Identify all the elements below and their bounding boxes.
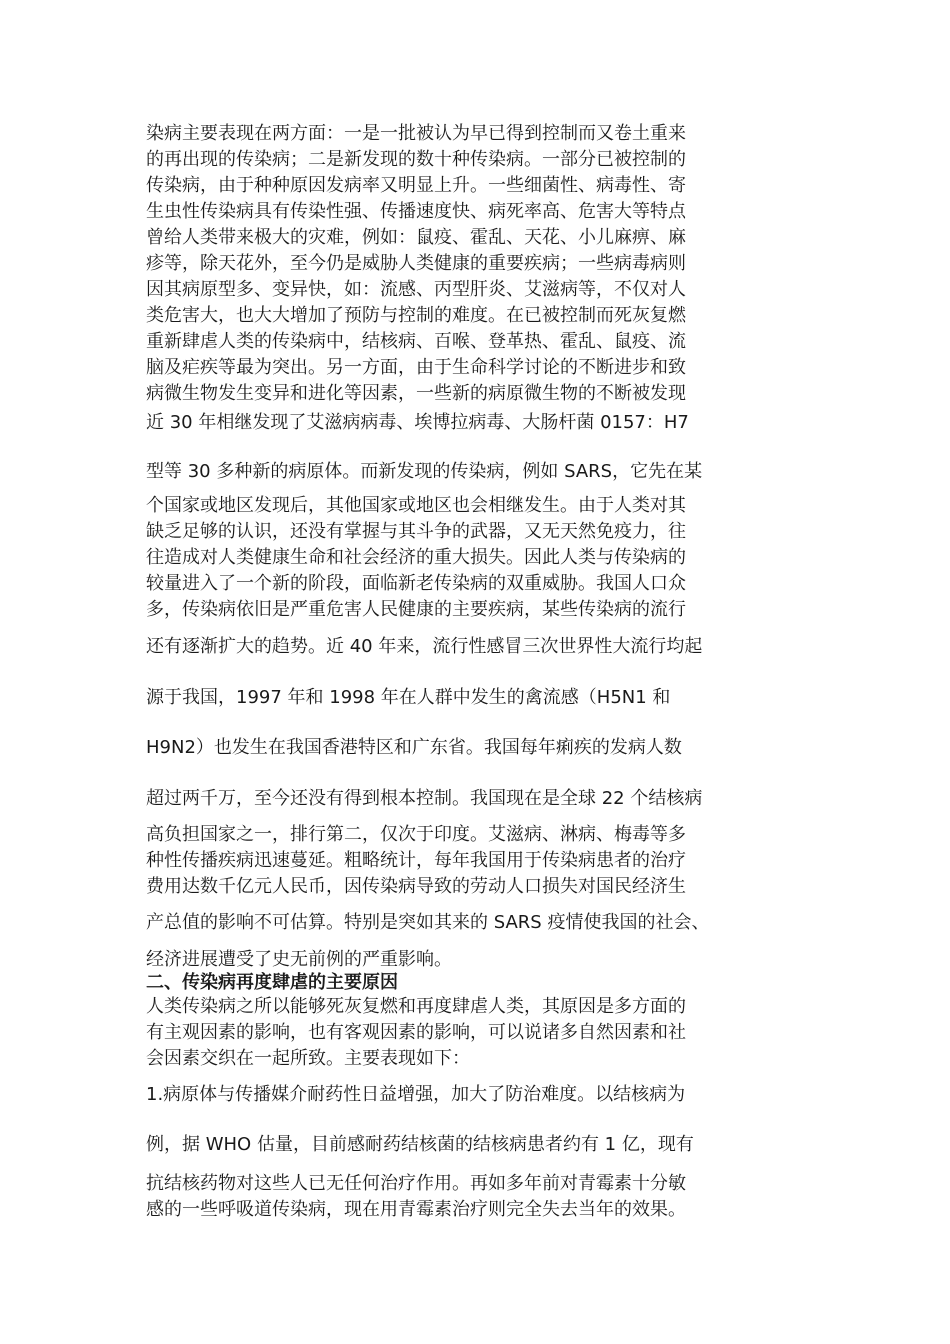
text-line: 较量进入了一个新的阶段，面临新老传染病的双重威胁。我国人口众 <box>146 573 686 594</box>
section-heading: 二、传染病再度肆虐的主要原因 <box>146 972 398 993</box>
text-line: 型等 30 多种新的病原体。而新发现的传染病，例如 SARS，它先在某 <box>146 461 703 482</box>
text-line: 有主观因素的影响，也有客观因素的影响，可以说诸多自然因素和社 <box>146 1022 686 1043</box>
text-line: 人类传染病之所以能够死灰复燃和再度肆虐人类，其原因是多方面的 <box>146 996 686 1017</box>
text-line: 个国家或地区发现后，其他国家或地区也会相继发生。由于人类对其 <box>146 495 686 516</box>
text-line: 染病主要表现在两方面：一是一批被认为早已得到控制而又卷土重来 <box>146 123 686 144</box>
text-line: 近 30 年相继发现了艾滋病病毒、埃博拉病毒、大肠杆菌 0157：H7 <box>146 412 689 433</box>
text-line: 往造成对人类健康生命和社会经济的重大损失。因此人类与传染病的 <box>146 547 686 568</box>
text-line: 还有逐渐扩大的趋势。近 40 年来，流行性感冒三次世界性大流行均起 <box>146 636 703 657</box>
text-line: 曾给人类带来极大的灾难，例如：鼠疫、霍乱、天花、小儿麻痹、麻 <box>146 227 686 248</box>
text-line: 例，据 WHO 估量，目前感耐药结核菌的结核病患者约有 1 亿，现有 <box>146 1134 694 1155</box>
text-line: 多，传染病依旧是严重危害人民健康的主要疾病，某些传染病的流行 <box>146 599 686 620</box>
text-line: 类危害大，也大大增加了预防与控制的难度。在已被控制而死灰复燃 <box>146 305 686 326</box>
text-line: 重新肆虐人类的传染病中，结核病、百喉、登革热、霍乱、鼠疫、流 <box>146 331 686 352</box>
text-line: 感的一些呼吸道传染病，现在用青霉素治疗则完全失去当年的效果。 <box>146 1199 686 1220</box>
text-line: 高负担国家之一，排行第二，仅次于印度。艾滋病、淋病、梅毒等多 <box>146 824 686 845</box>
text-line: 抗结核药物对这些人已无任何治疗作用。再如多年前对青霉素十分敏 <box>146 1173 686 1194</box>
text-line: 传染病，由于种种原因发病率又明显上升。一些细菌性、病毒性、寄 <box>146 175 686 196</box>
text-line: 生虫性传染病具有传染性强、传播速度快、病死率高、危害大等特点 <box>146 201 686 222</box>
text-line: 超过两千万，至今还没有得到根本控制。我国现在是全球 22 个结核病 <box>146 788 703 809</box>
text-line: 种性传播疾病迅速蔓延。粗略统计，每年我国用于传染病患者的治疗 <box>146 850 686 871</box>
text-line: 经济进展遭受了史无前例的严重影响。 <box>146 949 452 970</box>
text-line: 会因素交织在一起所致。主要表现如下： <box>146 1048 470 1069</box>
text-line: 缺乏足够的认识，还没有掌握与其斗争的武器，又无天然免疫力，往 <box>146 521 686 542</box>
text-line: 源于我国，1997 年和 1998 年在人群中发生的禽流感（H5N1 和 <box>146 687 671 708</box>
text-line: H9N2）也发生在我国香港特区和广东省。我国每年痢疾的发病人数 <box>146 737 682 758</box>
text-line: 脑及疟疾等最为突出。另一方面，由于生命科学讨论的不断进步和致 <box>146 357 686 378</box>
text-line: 费用达数千亿元人民币，因传染病导致的劳动人口损失对国民经济生 <box>146 876 686 897</box>
text-line: 的再出现的传染病；二是新发现的数十种传染病。一部分已被控制的 <box>146 149 686 170</box>
text-line: 病微生物发生变异和进化等因素，一些新的病原微生物的不断被发现 <box>146 383 686 404</box>
text-line: 疹等，除天花外，至今仍是威胁人类健康的重要疾病；一些病毒病则 <box>146 253 686 274</box>
text-line: 产总值的影响不可估算。特别是突如其来的 SARS 疫情使我国的社会、 <box>146 912 710 933</box>
text-line: 1.病原体与传播媒介耐药性日益增强，加大了防治难度。以结核病为 <box>146 1084 686 1105</box>
text-line: 因其病原型多、变异快，如：流感、丙型肝炎、艾滋病等，不仅对人 <box>146 279 686 300</box>
